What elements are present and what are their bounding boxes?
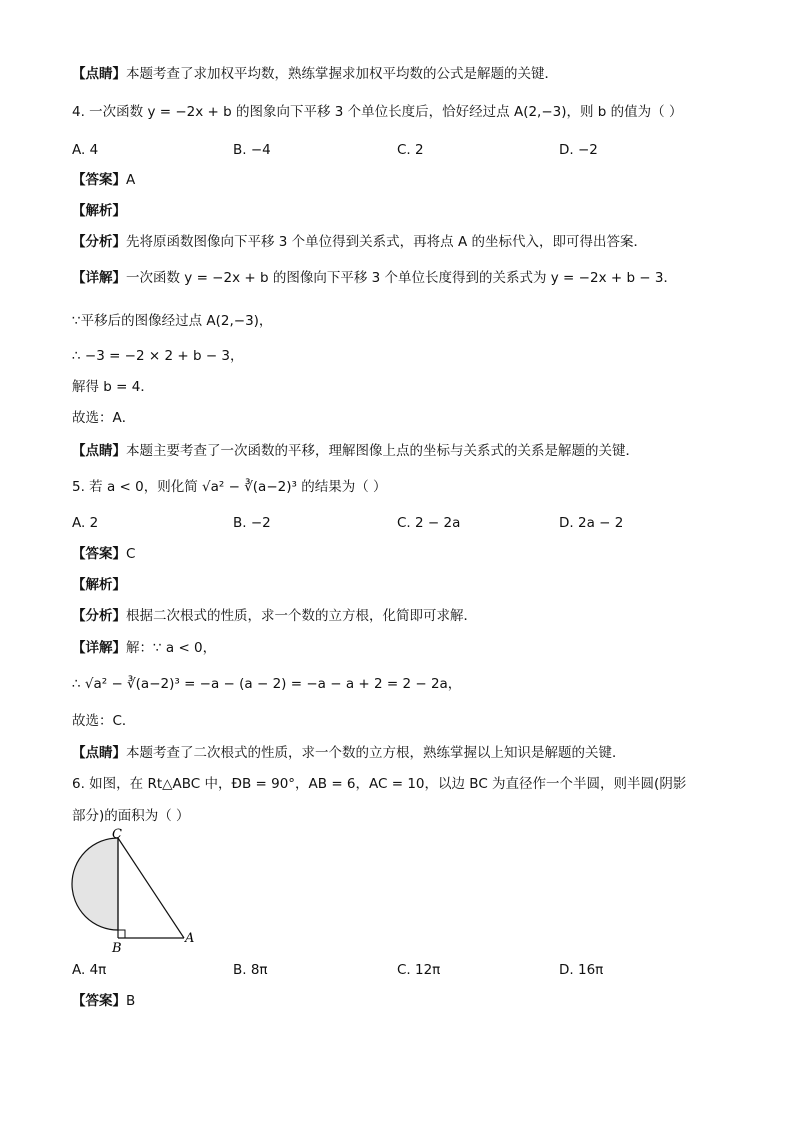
- text-line: [72, 638, 216, 658]
- text-line: [72, 991, 135, 1011]
- text-line: [72, 575, 126, 595]
- shaded-semicircle: [72, 838, 118, 930]
- section-tag: 【答案】: [72, 172, 126, 188]
- label-a: A: [185, 931, 195, 946]
- answer-option: B. −4: [233, 142, 271, 158]
- line-text: 部分)的面积为（ ）: [72, 808, 190, 824]
- line-text: 解得 b = 4．: [72, 379, 154, 395]
- answer-option: D. 16π: [559, 962, 604, 978]
- right-angle-mark: [118, 930, 125, 938]
- text-line: [72, 377, 154, 397]
- line-text: 5. 若 a < 0，则化简 √a² − ∛(a−2)³ 的结果为（ ）: [72, 479, 387, 495]
- triangle-semicircle-figure: [62, 828, 212, 954]
- line-text: ∴ −3 = −2 × 2 + b − 3，: [72, 348, 244, 364]
- answer-option: A. 4: [72, 142, 99, 158]
- line-text: C: [126, 546, 136, 562]
- text-line: [72, 674, 461, 694]
- line-text: 一次函数 y = −2x + b 的图像向下平移 3 个单位长度得到的关系式为 y = −2x + b − 3．: [126, 270, 678, 286]
- line-text: B: [126, 993, 136, 1009]
- answer-option: B. −2: [233, 515, 271, 531]
- line-text: 故选：A．: [72, 410, 136, 426]
- text-line: [72, 408, 135, 428]
- section-tag: 【点睛】: [72, 443, 126, 459]
- line-text: 根据二次根式的性质，求一个数的立方根，化简即可求解．: [126, 608, 477, 624]
- text-line: [72, 64, 558, 84]
- line-text: ∴ √a² − ∛(a−2)³ = −a − (a − 2) = −a − a + 2 = 2 − 2a，: [72, 676, 462, 692]
- section-tag: 【解析】: [72, 577, 126, 593]
- text-line: [72, 774, 686, 794]
- section-tag: 【解析】: [72, 203, 126, 219]
- text-line: [72, 806, 190, 826]
- text-line: [72, 441, 639, 461]
- text-line: [72, 311, 272, 331]
- text-line: [72, 346, 244, 366]
- answer-option: C. 12π: [397, 962, 441, 978]
- text-line: [72, 102, 682, 122]
- line-text: 本题考查了求加权平均数，熟练掌握求加权平均数的公式是解题的关键．: [126, 66, 558, 82]
- answer-option: C. 2 − 2a: [397, 515, 461, 531]
- text-line: [72, 711, 135, 731]
- answer-option: D. −2: [559, 142, 598, 158]
- line-text: ∵平移后的图像经过点 A(2,−3)，: [72, 313, 273, 329]
- section-tag: 【详解】: [72, 640, 126, 656]
- answer-option: A. 2: [72, 515, 99, 531]
- section-tag: 【分析】: [72, 234, 126, 250]
- text-line: [72, 606, 477, 626]
- section-tag: 【点睛】: [72, 66, 126, 82]
- text-line: [72, 477, 387, 497]
- text-line: [72, 743, 626, 763]
- section-tag: 【答案】: [72, 546, 126, 562]
- line-text: 解：∵ a < 0，: [126, 640, 217, 656]
- answer-option: B. 8π: [233, 962, 268, 978]
- line-text: A: [126, 172, 136, 188]
- text-line: [72, 232, 647, 252]
- label-c: C: [112, 828, 122, 842]
- section-tag: 【答案】: [72, 993, 126, 1009]
- line-text: 本题考查了二次根式的性质，求一个数的立方根，熟练掌握以上知识是解题的关键．: [126, 745, 626, 761]
- section-tag: 【分析】: [72, 608, 126, 624]
- label-b: B: [112, 941, 122, 954]
- answer-option: A. 4π: [72, 962, 107, 978]
- answer-option: C. 2: [397, 142, 424, 158]
- text-line: [72, 170, 135, 190]
- line-text: 先将原函数图像向下平移 3 个单位得到关系式，再将点 A 的坐标代入，即可得出答案．: [126, 234, 647, 250]
- answer-option: D. 2a − 2: [559, 515, 624, 531]
- section-tag: 【详解】: [72, 270, 126, 286]
- text-line: [72, 268, 677, 288]
- section-tag: 【点睛】: [72, 745, 126, 761]
- text-line: [72, 544, 135, 564]
- line-text: 故选：C．: [72, 713, 136, 729]
- text-line: [72, 201, 126, 221]
- line-text: 6. 如图，在 Rt△ABC 中，ÐB = 90°，AB = 6，AC = 10，以边 BC 为直径作一个半圆，则半圆(阴影: [72, 776, 687, 792]
- line-text: 本题主要考查了一次函数的平移，理解图像上点的坐标与关系式的关系是解题的关键．: [126, 443, 639, 459]
- line-text: 4. 一次函数 y = −2x + b 的图象向下平移 3 个单位长度后，恰好经过点 A(2,−3)，则 b 的值为（ ）: [72, 104, 683, 120]
- segment-ca: [118, 838, 184, 938]
